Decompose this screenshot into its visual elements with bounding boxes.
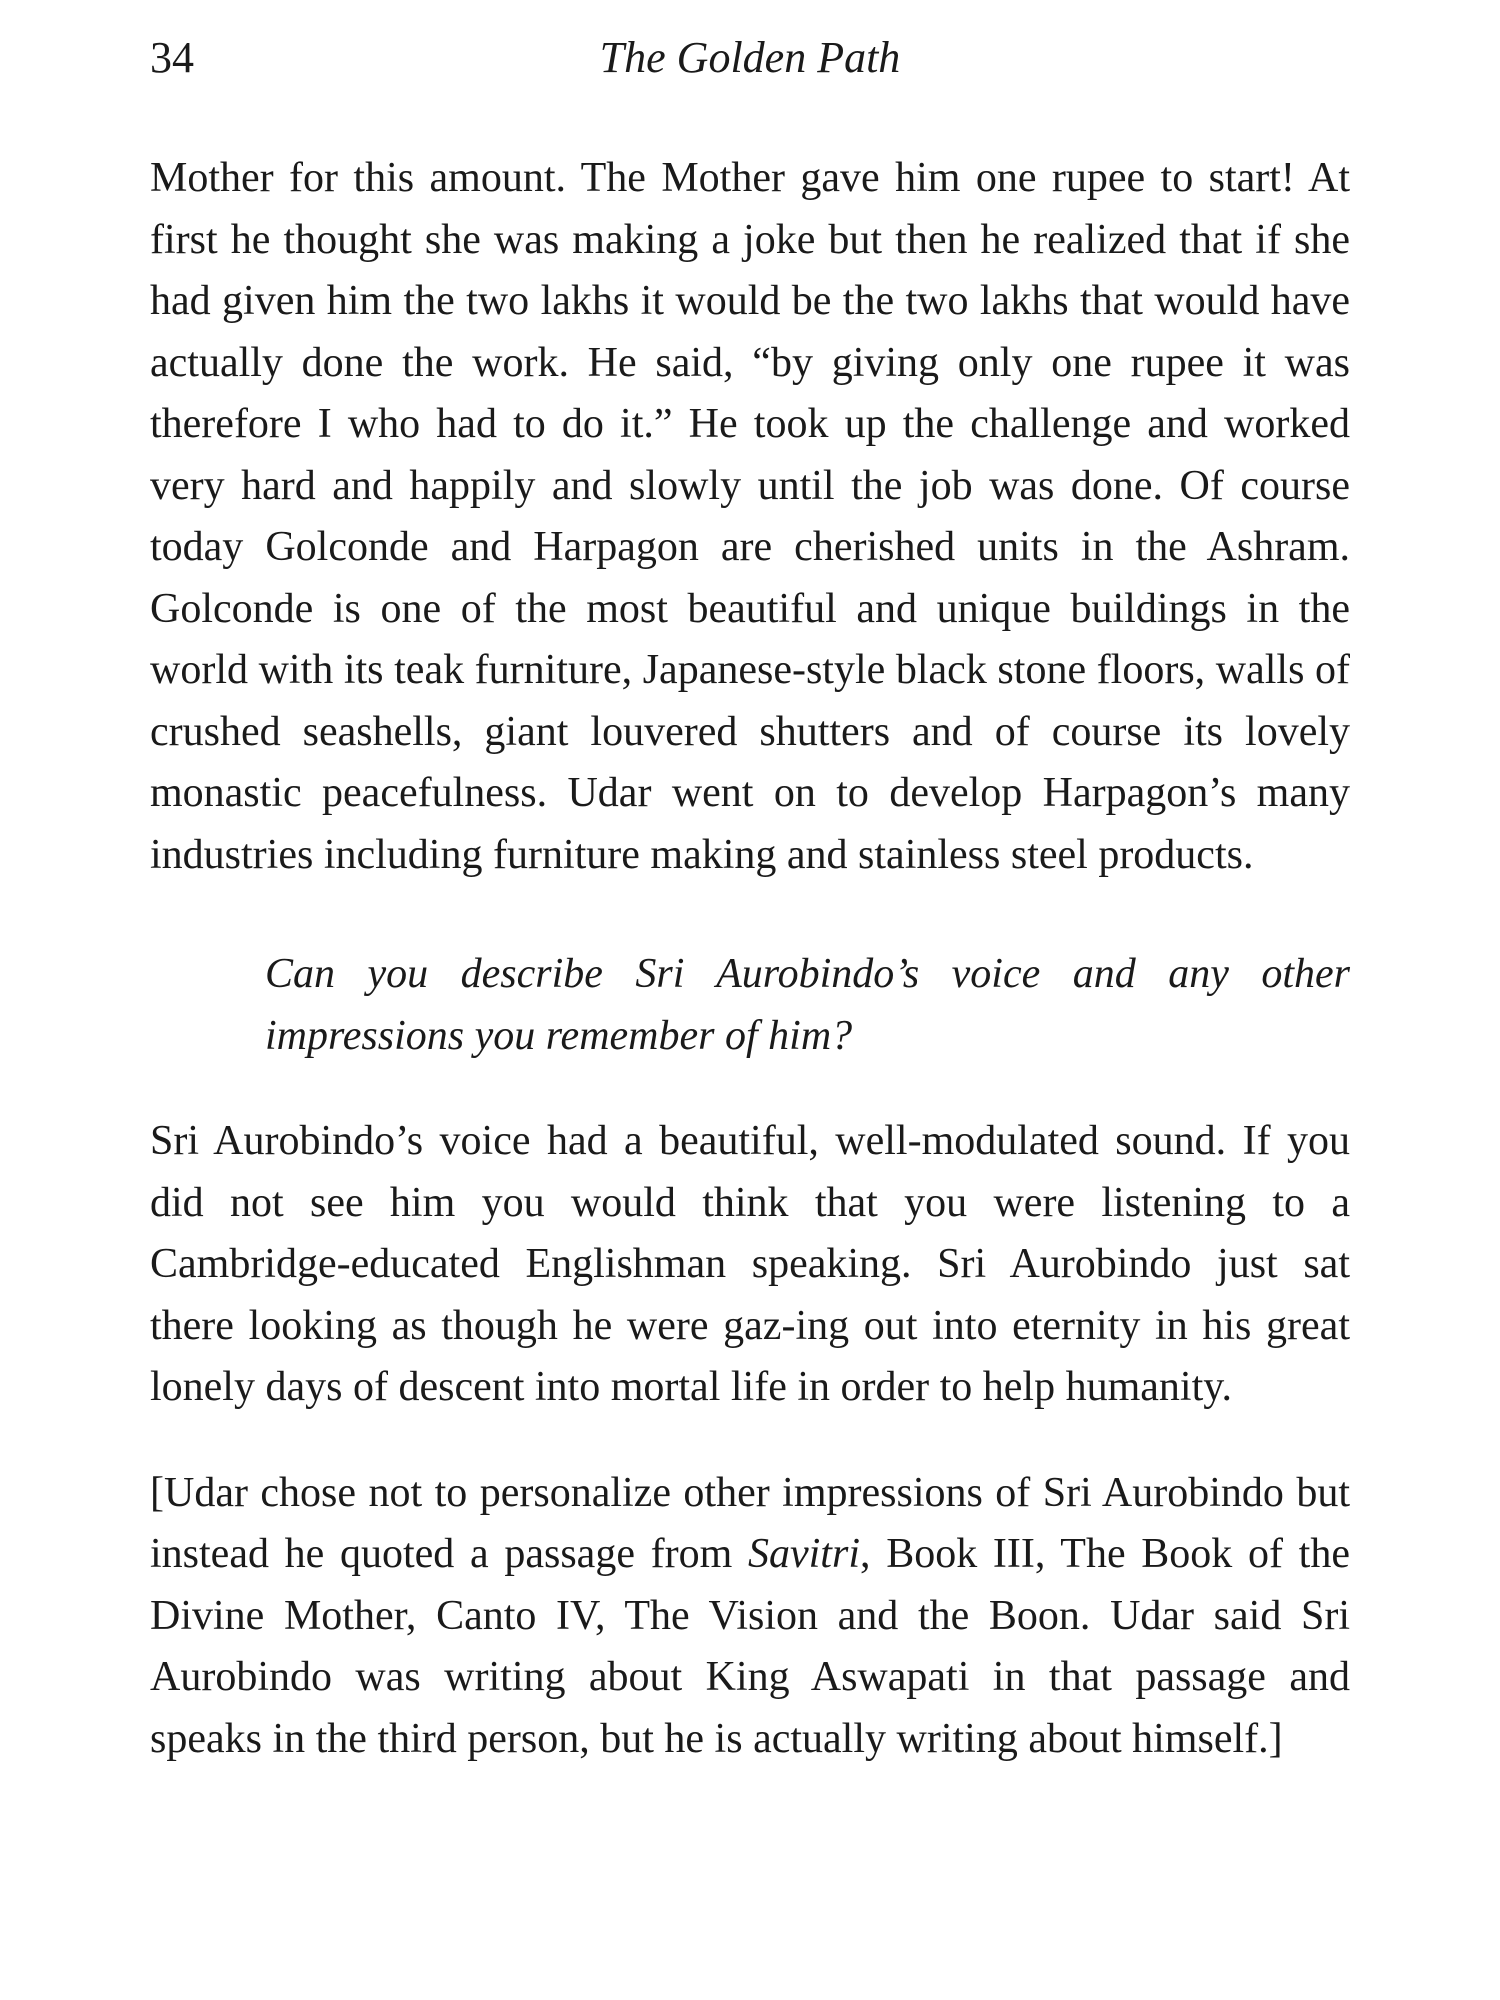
page-number: 34 — [150, 33, 194, 82]
book-title-savitri: Savitri — [748, 1531, 860, 1577]
paragraph-voice-part1: Sri Aurobindo’s voice had a beautiful, well-modulated sound. If you did not see him you would think that you were listening to a Cambridge-educated Englishman speaking. Sri Aurobindo just sat there looking as though he were gaz- — [150, 1118, 1350, 1349]
body-text — [150, 148, 1350, 1770]
paragraph-voice-part2: ing out into eternity in his great lonely days of descent into mortal life in order to help humanity. — [150, 1302, 1350, 1410]
running-title: The Golden Path — [599, 33, 901, 82]
paragraph-editorial-note — [150, 1463, 1350, 1771]
note-text-after: , Book III, The Book of the Divine Mother, Canto IV, The Vision and the Boon. Udar said Sri Aurobindo was writing about King Aswapati in that passage and speaks in the third person, but he is actually writing about himself.] — [150, 1531, 1350, 1762]
running-head — [150, 28, 1350, 88]
paragraph-golconde: Mother for this amount. The Mother gave him one rupee to start! At first he thought she was making a joke but then he realized that if she had given him the two lakhs it would be the two lakhs that would have actually done the work. He said, “by giving only one rupee it was therefore I who had to do it.” He took up the challenge and worked very hard and happily and slowly until the job was done. Of course today Golconde and Harpagon are cherished units in the Ashram. Golconde is one of the most beautiful and unique buildings in the world with its teak furniture, Japanese-style black stone floors, walls of crushed seashells, giant louvered shutters and of course its lovely monastic peacefulness. Udar went on to develop Harpagon’s many industries including furniture making and stainless steel products. — [150, 155, 1350, 878]
paragraph-voice — [150, 1111, 1350, 1419]
interview-question: Can you describe Sri Aurobindo’s voice and any other impressions you remember of him? — [265, 951, 1350, 1059]
note-text-before: [Udar chose not to personalize other impressions of Sri Aurobindo but instead he quoted a passage from — [150, 1469, 1350, 1577]
